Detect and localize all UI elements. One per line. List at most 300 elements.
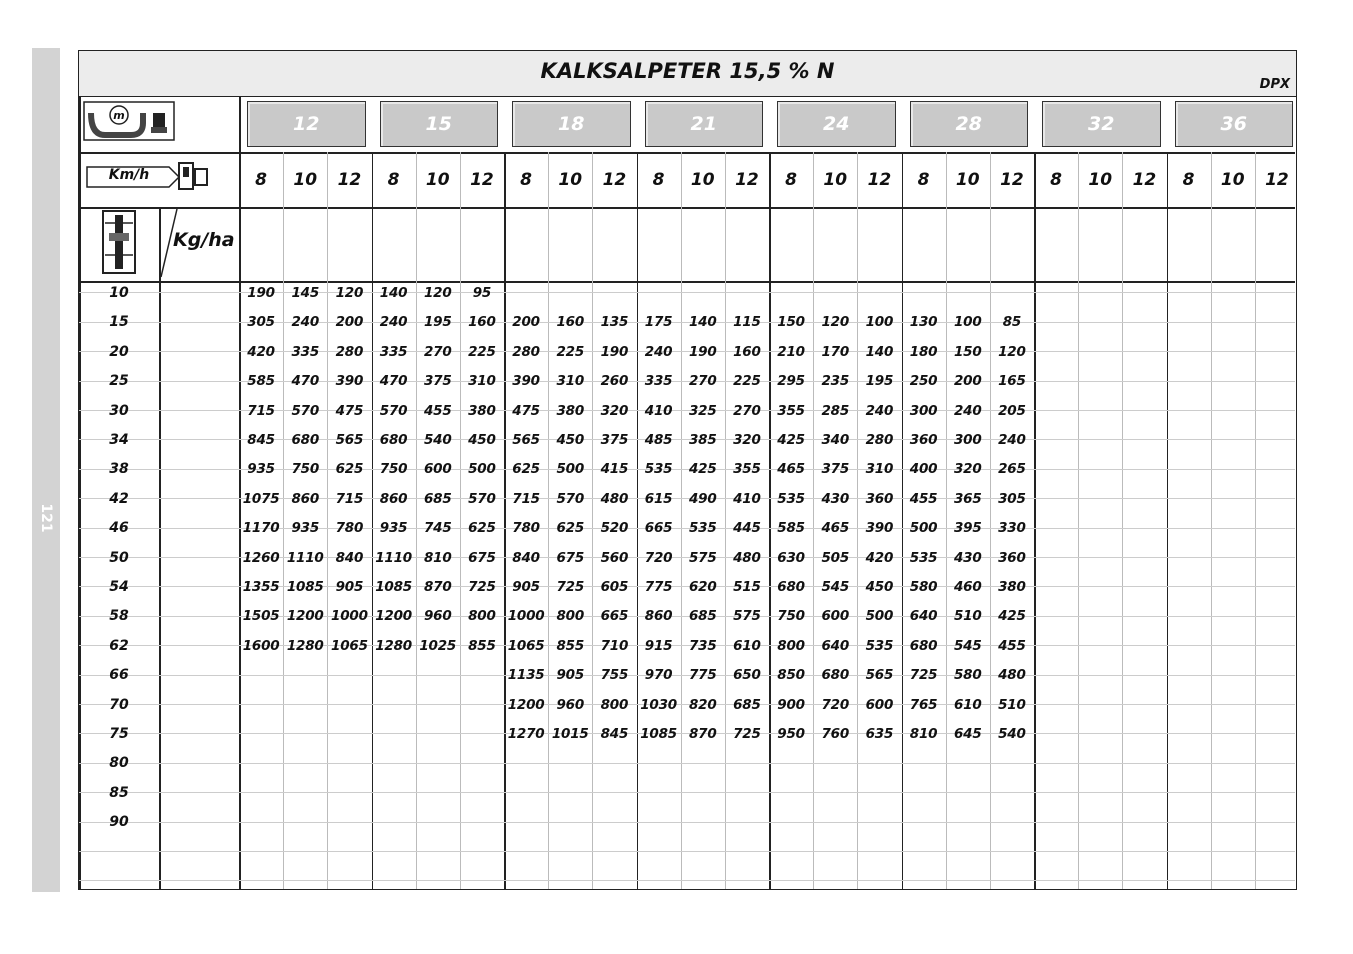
- rate-value: 800: [777, 637, 805, 654]
- rate-value: 960: [423, 608, 452, 625]
- rate-value: 410: [733, 490, 761, 507]
- rate-value: 335: [291, 343, 320, 360]
- rate-value: 1200: [375, 608, 412, 625]
- rate-value: 450: [468, 432, 496, 448]
- rate-value: 715: [335, 490, 364, 507]
- rate-value: 150: [777, 314, 805, 331]
- rate-value: 1110: [375, 549, 412, 566]
- rate-value: 335: [379, 343, 408, 360]
- rate-value: 510: [953, 608, 982, 625]
- rate-value: 180: [909, 343, 938, 360]
- rate-value: 685: [688, 608, 717, 625]
- rate-value: 390: [335, 373, 364, 390]
- rate-value: 540: [423, 432, 452, 448]
- rate-value: 725: [733, 726, 761, 742]
- rate-value: 820: [688, 696, 717, 713]
- speed-header: 8: [652, 169, 665, 190]
- rate-value: 970: [644, 667, 673, 684]
- rate-value: 320: [733, 432, 761, 448]
- rate-value: 190: [688, 343, 717, 360]
- speed-header: 8: [785, 169, 797, 190]
- rate-value: 365: [953, 490, 982, 507]
- rate-value: 680: [821, 667, 850, 684]
- rate-value: 545: [953, 637, 982, 654]
- rate-value: 775: [688, 667, 717, 684]
- rate-value: 120: [821, 314, 850, 331]
- rate-value: 455: [998, 637, 1026, 654]
- rate-value: 160: [733, 343, 761, 360]
- rate-value: 1170: [242, 520, 280, 537]
- working-width-24: 24: [777, 101, 896, 147]
- rate-value: 850: [777, 667, 805, 684]
- rate-value: 1505: [242, 608, 280, 625]
- model-label: DPX: [1259, 77, 1290, 92]
- setting-label: 54: [109, 579, 129, 595]
- rate-value: 1270: [507, 726, 545, 742]
- rate-value: 900: [777, 696, 805, 713]
- hopper-setting-icon: [99, 209, 139, 275]
- row-separator: [79, 763, 1295, 764]
- rate-value: 905: [556, 667, 585, 684]
- rate-value: 135: [600, 314, 629, 331]
- rate-value: 810: [423, 549, 452, 566]
- page-side-strip: [32, 48, 60, 892]
- rate-value: 445: [733, 520, 761, 537]
- rate-value: 120: [998, 343, 1026, 360]
- setting-label: 80: [109, 755, 129, 772]
- setting-label: 42: [109, 490, 129, 507]
- working-width-12: 12: [247, 101, 366, 147]
- rate-value: 210: [777, 343, 805, 360]
- rate-value: 570: [379, 402, 408, 419]
- speed-header: 10: [558, 169, 583, 190]
- rate-value: 750: [379, 461, 408, 478]
- rate-value: 745: [423, 520, 452, 537]
- rate-value: 720: [821, 696, 850, 713]
- speed-header: 10: [955, 169, 980, 190]
- rate-value: 385: [688, 432, 717, 448]
- rate-value: 500: [865, 608, 894, 625]
- rate-value: 380: [998, 579, 1026, 595]
- rate-value: 610: [733, 637, 761, 654]
- rate-value: 100: [953, 314, 982, 331]
- rate-value: 420: [247, 343, 275, 360]
- rate-value: 710: [600, 637, 629, 654]
- rate-value: 800: [556, 608, 585, 625]
- rate-value: 280: [335, 343, 364, 360]
- rate-value: 760: [821, 726, 850, 742]
- rate-value: 300: [909, 402, 938, 419]
- rate-value: 1030: [640, 696, 677, 713]
- rate-value: 1085: [640, 726, 677, 742]
- rate-value: 860: [291, 490, 320, 507]
- speed-header: 10: [690, 169, 715, 190]
- rate-value: 320: [600, 402, 629, 419]
- speed-header: 8: [387, 169, 400, 190]
- rate-value: 425: [998, 608, 1026, 625]
- rate-value: 800: [600, 696, 629, 713]
- rate-value: 1260: [242, 549, 280, 566]
- rate-value: 605: [600, 579, 629, 595]
- rate-value: 190: [247, 285, 275, 301]
- rate-value: 380: [468, 402, 496, 419]
- rate-value: 490: [688, 490, 717, 507]
- rate-value: 160: [556, 314, 585, 331]
- rate-value: 240: [644, 343, 673, 360]
- setting-label: 50: [109, 549, 129, 566]
- setting-label: 70: [109, 696, 129, 713]
- rate-value: 225: [733, 373, 761, 390]
- rate-value: 565: [335, 432, 364, 448]
- rate-value: 800: [468, 608, 496, 625]
- rate-value: 240: [379, 314, 408, 331]
- rate-value: 285: [821, 402, 850, 419]
- rate-value: 625: [512, 461, 540, 478]
- rate-value: 645: [953, 726, 982, 742]
- rate-value: 725: [909, 667, 938, 684]
- rate-value: 375: [600, 432, 629, 448]
- rate-value: 140: [865, 343, 894, 360]
- rate-value: 425: [688, 461, 717, 478]
- speed-header: 12: [867, 169, 892, 190]
- rate-value: 845: [600, 726, 629, 742]
- grid-line: [1034, 152, 1036, 889]
- rate-value: 170: [821, 343, 850, 360]
- setting-label: 62: [109, 637, 129, 654]
- rate-value: 195: [865, 373, 894, 390]
- speed-header: 8: [917, 169, 930, 190]
- dosage-table: [78, 50, 1297, 890]
- page-number: 121: [38, 503, 54, 533]
- working-width-28: 28: [910, 101, 1029, 147]
- rate-value: 95: [472, 285, 492, 301]
- rate-value: 680: [379, 432, 408, 448]
- rate-value: 780: [512, 520, 540, 537]
- rate-value: 640: [909, 608, 938, 625]
- rate-value: 1355: [242, 579, 280, 595]
- rate-value: 565: [865, 667, 894, 684]
- setting-label: 66: [109, 667, 129, 684]
- rate-value: 340: [821, 432, 850, 448]
- rate-value: 485: [644, 432, 673, 448]
- rate-value: 240: [865, 402, 894, 419]
- rate-value: 640: [821, 637, 850, 654]
- rate-value: 855: [468, 637, 496, 654]
- rate-value: 680: [777, 579, 805, 595]
- rate-value: 675: [556, 549, 585, 566]
- rate-value: 720: [644, 549, 673, 566]
- rate-value: 685: [423, 490, 452, 507]
- rate-value: 165: [998, 373, 1026, 390]
- speed-header: 10: [1220, 169, 1245, 190]
- rate-value: 935: [379, 520, 408, 537]
- working-width-21: 21: [645, 101, 764, 147]
- rate-value: 635: [865, 726, 894, 742]
- working-width-15: 15: [380, 101, 499, 147]
- rate-value: 1015: [551, 726, 589, 742]
- speed-header: 10: [425, 169, 450, 190]
- rate-value: 860: [379, 490, 408, 507]
- rate-value: 580: [909, 579, 938, 595]
- rate-value: 870: [688, 726, 717, 742]
- rate-value: 535: [777, 490, 805, 507]
- rate-value: 600: [423, 461, 452, 478]
- rate-value: 200: [335, 314, 364, 331]
- grid-subline: [1211, 152, 1212, 889]
- rate-value: 715: [247, 402, 275, 419]
- rate-value: 460: [953, 579, 982, 595]
- rate-value: 915: [644, 637, 673, 654]
- grid-subline: [1078, 152, 1079, 889]
- rate-value: 305: [998, 490, 1026, 507]
- rate-value: 870: [423, 579, 452, 595]
- spreading-width-icon: [83, 101, 175, 141]
- rate-value: 475: [512, 402, 540, 419]
- title-bar: [79, 51, 1296, 97]
- rate-value: 650: [733, 667, 761, 684]
- rate-value: 680: [909, 637, 938, 654]
- setting-label: 34: [109, 432, 129, 448]
- rate-value: 560: [600, 549, 629, 566]
- rate-value: 310: [556, 373, 585, 390]
- speed-header: 8: [1182, 169, 1195, 190]
- rate-value: 950: [777, 726, 805, 742]
- speed-header: 10: [293, 169, 318, 190]
- rate-value: 305: [247, 314, 275, 331]
- rate-value: 665: [644, 520, 673, 537]
- rate-value: 475: [335, 402, 364, 419]
- rate-value: 600: [821, 608, 850, 625]
- rate-value: 1280: [375, 637, 412, 654]
- speed-header: 12: [735, 169, 759, 190]
- rate-value: 120: [335, 285, 364, 301]
- rate-value: 625: [468, 520, 496, 537]
- speed-header: 8: [520, 169, 532, 190]
- rate-value: 1075: [242, 490, 280, 507]
- rate-value: 310: [865, 461, 894, 478]
- rate-value: 680: [291, 432, 320, 448]
- speed-header: 12: [1265, 169, 1289, 190]
- rate-value: 575: [688, 549, 717, 566]
- rate-value: 455: [909, 490, 938, 507]
- rate-value: 500: [909, 520, 938, 537]
- speed-header: 12: [470, 169, 494, 190]
- rate-value: 85: [1002, 314, 1022, 331]
- rate-value: 270: [688, 373, 717, 390]
- rate-value: 515: [733, 579, 761, 595]
- rate-value: 200: [512, 314, 540, 331]
- setting-label: 25: [109, 373, 129, 390]
- rate-value: 480: [733, 549, 761, 566]
- grid-subline: [1122, 152, 1123, 889]
- rate-value: 330: [998, 520, 1026, 537]
- rate-value: 535: [688, 520, 717, 537]
- rate-value: 935: [291, 520, 320, 537]
- rate-value: 610: [953, 696, 982, 713]
- rate-value: 535: [909, 549, 938, 566]
- working-width-18: 18: [512, 101, 631, 147]
- rate-value: 810: [909, 726, 938, 742]
- page-title: KALKSALPETER 15,5 % N: [540, 59, 835, 83]
- rate-value: 375: [423, 373, 452, 390]
- rate-value: 190: [600, 343, 629, 360]
- rate-value: 390: [865, 520, 894, 537]
- rate-value: 235: [821, 373, 850, 390]
- row-separator: [79, 792, 1295, 793]
- rate-value: 540: [998, 726, 1026, 742]
- rate-value: 205: [998, 402, 1026, 419]
- rate-value: 750: [291, 461, 320, 478]
- rate-value: 295: [777, 373, 805, 390]
- rate-value: 1600: [242, 637, 280, 654]
- rate-value: 570: [556, 490, 585, 507]
- rate-value: 465: [821, 520, 850, 537]
- setting-label: 85: [109, 784, 129, 801]
- rate-value: 400: [909, 461, 938, 478]
- grid-line: [159, 207, 161, 889]
- rate-value: 510: [998, 696, 1026, 713]
- rate-value: 585: [777, 520, 805, 537]
- rate-value: 860: [644, 608, 673, 625]
- rate-value: 960: [556, 696, 585, 713]
- rate-value: 855: [556, 637, 585, 654]
- rate-value: 100: [865, 314, 894, 331]
- rate-value: 625: [335, 461, 364, 478]
- rate-value: 115: [733, 314, 761, 331]
- rate-value: 390: [512, 373, 540, 390]
- speed-header: 8: [1050, 169, 1062, 190]
- rate-value: 355: [777, 402, 805, 419]
- rate-value: 1065: [331, 637, 368, 654]
- rate-value: 195: [423, 314, 452, 331]
- rate-value: 395: [953, 520, 982, 537]
- rate-value: 355: [733, 461, 761, 478]
- speed-header: 12: [337, 169, 362, 190]
- rate-value: 425: [777, 432, 805, 448]
- rate-value: 145: [291, 285, 320, 301]
- rate-value: 120: [423, 285, 452, 301]
- rate-value: 535: [644, 461, 673, 478]
- rate-value: 140: [688, 314, 717, 331]
- rate-value: 410: [644, 402, 673, 419]
- rate-value: 270: [423, 343, 452, 360]
- rate-value: 465: [777, 461, 805, 478]
- rate-value: 750: [777, 608, 805, 625]
- rate-value: 1000: [331, 608, 368, 625]
- speed-header: 10: [823, 169, 848, 190]
- row-separator: [79, 822, 1295, 823]
- setting-label: 30: [109, 402, 129, 419]
- setting-label: 20: [109, 343, 129, 360]
- rate-value: 325: [688, 402, 717, 419]
- rate-value: 725: [468, 579, 496, 595]
- rate-value: 360: [909, 432, 938, 448]
- rate-value: 615: [644, 490, 673, 507]
- rate-value: 175: [644, 314, 673, 331]
- rate-value: 500: [468, 461, 496, 478]
- rate-value: 1200: [286, 608, 324, 625]
- rate-value: 240: [291, 314, 320, 331]
- setting-label: 90: [109, 814, 129, 831]
- rate-value: 600: [865, 696, 894, 713]
- rate-value: 225: [468, 343, 496, 360]
- rate-value: 265: [998, 461, 1026, 478]
- rate-value: 360: [865, 490, 894, 507]
- rate-value: 580: [953, 667, 982, 684]
- rate-value: 430: [821, 490, 850, 507]
- rate-value: 360: [998, 549, 1026, 566]
- rate-value: 725: [556, 579, 585, 595]
- rate-value: 505: [821, 549, 850, 566]
- rate-value: 675: [468, 549, 496, 566]
- rate-value: 1000: [507, 608, 545, 625]
- rate-value: 420: [865, 549, 894, 566]
- rate-unit-label: Kg/ha: [173, 229, 235, 251]
- rate-value: 545: [821, 579, 850, 595]
- setting-label: 38: [109, 461, 129, 478]
- rate-value: 585: [247, 373, 275, 390]
- setting-label: 46: [109, 520, 129, 537]
- rate-value: 450: [556, 432, 585, 448]
- rate-value: 415: [600, 461, 629, 478]
- rate-value: 1085: [375, 579, 412, 595]
- rate-value: 685: [733, 696, 761, 713]
- rate-value: 150: [953, 343, 982, 360]
- rate-value: 570: [468, 490, 496, 507]
- speed-header: 10: [1088, 169, 1113, 190]
- rate-value: 845: [247, 432, 275, 448]
- rate-value: 520: [600, 520, 629, 537]
- rate-value: 430: [953, 549, 982, 566]
- setting-label: 75: [109, 726, 129, 742]
- rate-value: 225: [556, 343, 585, 360]
- rate-value: 575: [733, 608, 761, 625]
- svg-text:m: m: [113, 109, 125, 122]
- speed-header: 12: [1000, 169, 1024, 190]
- rate-value: 480: [998, 667, 1026, 684]
- speed-header: 8: [255, 169, 267, 190]
- rate-value: 775: [644, 579, 673, 595]
- rate-value: 535: [865, 637, 894, 654]
- rate-value: 565: [512, 432, 540, 448]
- rate-value: 840: [512, 549, 540, 566]
- rate-value: 620: [688, 579, 717, 595]
- rate-value: 1135: [507, 667, 545, 684]
- rate-value: 240: [998, 432, 1026, 448]
- setting-label: 15: [109, 314, 129, 331]
- rate-value: 1025: [419, 637, 457, 654]
- rate-value: 380: [556, 402, 585, 419]
- rate-value: 140: [379, 285, 408, 301]
- rate-value: 320: [953, 461, 982, 478]
- rate-value: 450: [865, 579, 894, 595]
- rate-value: 1110: [286, 549, 324, 566]
- rate-value: 625: [556, 520, 585, 537]
- setting-label: 10: [109, 285, 129, 301]
- rate-value: 1085: [286, 579, 324, 595]
- rate-value: 260: [600, 373, 629, 390]
- working-width-36: 36: [1175, 101, 1294, 147]
- rate-value: 1280: [286, 637, 324, 654]
- grid-line: [1167, 152, 1169, 889]
- rate-value: 470: [379, 373, 408, 390]
- rate-value: 905: [335, 579, 364, 595]
- rate-value: 300: [953, 432, 982, 448]
- rate-value: 240: [953, 402, 982, 419]
- rate-value: 755: [600, 667, 629, 684]
- rate-value: 130: [909, 314, 938, 331]
- working-width-32: 32: [1042, 101, 1161, 147]
